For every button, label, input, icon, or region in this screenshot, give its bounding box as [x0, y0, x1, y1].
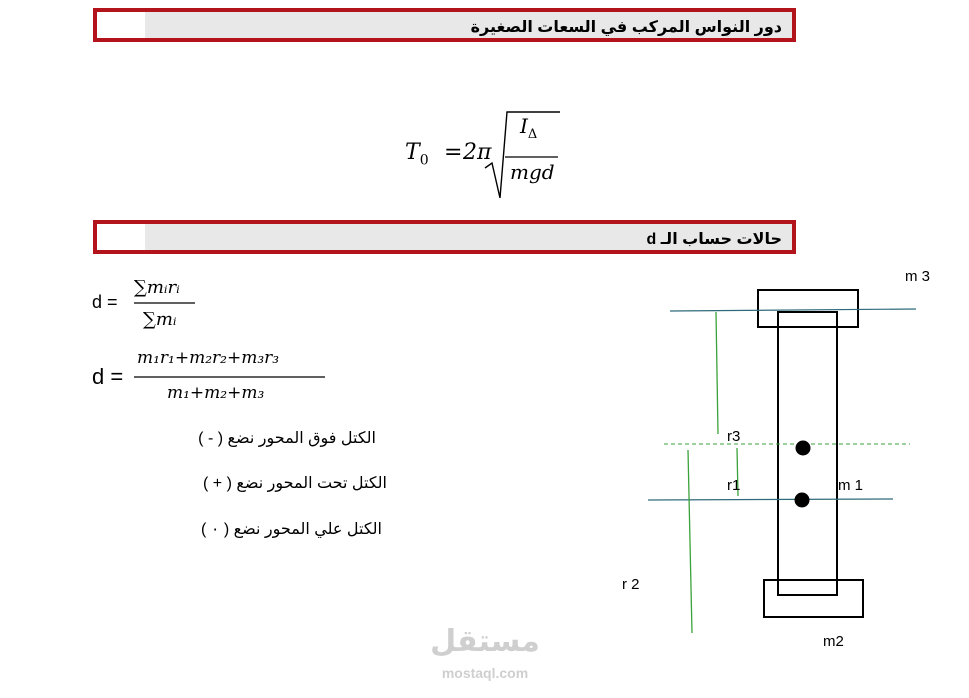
rule-below-axis: الكتل تحت المحور نضع ( + ): [203, 475, 387, 492]
formula-period-denominator: mgd: [510, 160, 555, 184]
watermark-url: mostaql.com: [441, 665, 529, 681]
rotation-axis-line: [648, 499, 893, 500]
formula-d2-lhs: d =: [92, 364, 124, 389]
formula-d1-numerator: ∑mᵢrᵢ: [134, 277, 180, 298]
watermark-logo: مستقل: [430, 625, 540, 658]
center-of-mass-point: [796, 441, 811, 456]
formula-period-coef: 2π: [463, 140, 492, 165]
label-m1: m 1: [838, 477, 864, 494]
formula-period-lhs: $T_0$: [405, 140, 429, 169]
m3-level-line: [670, 309, 916, 311]
mass-m3-block: [758, 290, 858, 327]
label-r1: r1: [727, 477, 741, 494]
formula-d1-denominator: ∑mᵢ: [143, 309, 177, 330]
mass-m1-point: [795, 493, 810, 508]
formula-period-numerator: $I_\Delta$: [520, 114, 538, 142]
label-m2: m2: [823, 633, 844, 650]
label-m3: m 3: [905, 268, 931, 285]
radical-sign: [485, 112, 560, 198]
r2-line: [688, 450, 692, 633]
r3-line: [716, 312, 718, 434]
label-r3: r3: [727, 428, 741, 445]
section-title: حالات حساب الـ d: [646, 231, 782, 248]
formula-d1-lhs: d =: [92, 292, 118, 312]
section-title: دور النواس المركب في السعات الصغيرة: [470, 19, 782, 36]
formula-d2-denominator: m₁+m₂+m₃: [167, 383, 265, 403]
rule-above-axis: الكتل فوق المحور نضع ( - ): [198, 430, 376, 447]
rule-on-axis: الكتل علي المحور نضع ( ٠ ): [201, 521, 382, 538]
formula-period-equals: =: [444, 140, 463, 165]
label-r2: r 2: [622, 576, 640, 593]
formula-d2-numerator: m₁r₁+m₂r₂+m₃r₃: [137, 348, 280, 368]
